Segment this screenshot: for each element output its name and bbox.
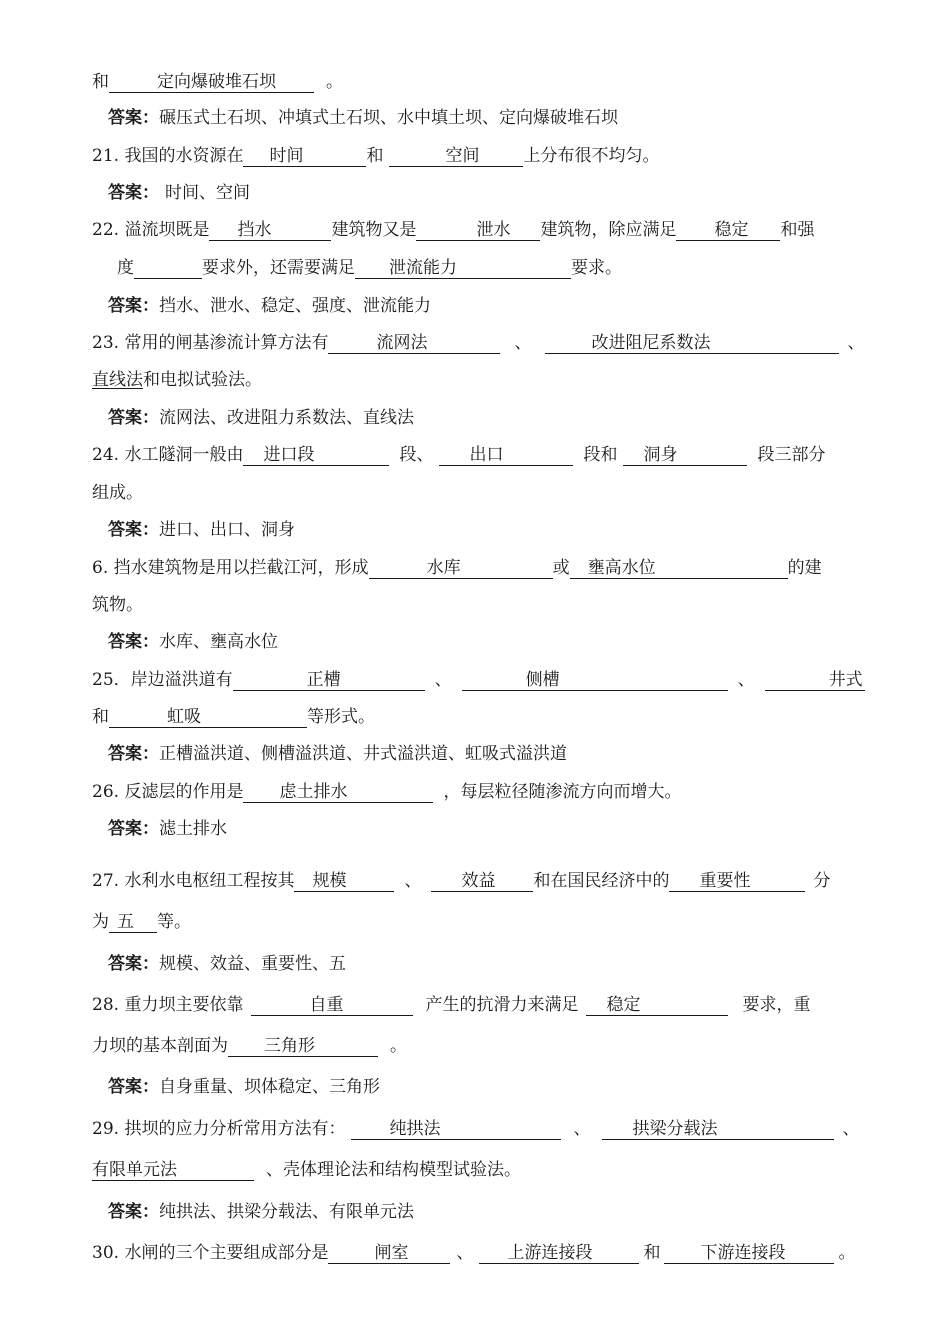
blank-answer: 流网法 — [376, 333, 428, 353]
text: 29. 拱坝的应力分析常用方法有： — [92, 1119, 346, 1139]
answer-line — [108, 106, 878, 130]
text: 、 — [434, 670, 452, 690]
text: 建筑物又是 — [331, 220, 417, 240]
underlined-answer: 直线法 — [92, 370, 143, 390]
question-line — [92, 705, 862, 729]
text: 23. 常用的闸基渗流计算方法有 — [92, 333, 329, 353]
answer-label: 答案： — [108, 108, 159, 128]
blank — [243, 782, 433, 803]
blank-answer: 纯拱法 — [389, 1119, 441, 1139]
answer-text: 挡水、泄水、稳定、强度、泄流能力 — [159, 296, 431, 316]
blank — [431, 871, 533, 892]
blank — [676, 220, 780, 241]
blank — [209, 220, 331, 241]
blank — [92, 1160, 254, 1181]
text: 21. 我国的水资源在 — [92, 146, 244, 166]
answer-line — [108, 406, 878, 430]
answer-text: 时间、空间 — [165, 183, 250, 203]
text: 28. 重力坝主要依靠 — [92, 995, 244, 1015]
answer-label: 答案： — [108, 1202, 159, 1222]
blank-answer: 规模 — [312, 871, 347, 891]
blank — [109, 72, 314, 93]
answer-line — [108, 294, 878, 318]
question-line — [92, 556, 862, 580]
question-line — [92, 481, 862, 505]
answer-label: 答案： — [108, 819, 159, 839]
text: 度 — [117, 258, 134, 278]
question-line — [92, 910, 862, 934]
text: 力坝的基本剖面为 — [92, 1036, 228, 1056]
blank-answer: 五 — [117, 912, 134, 932]
answer-text: 滤土排水 — [159, 819, 227, 839]
blank — [765, 670, 865, 691]
question-line — [92, 993, 862, 1017]
blank-answer: 自重 — [309, 995, 344, 1015]
answer-text: 自身重量、坝体稳定、三角形 — [159, 1077, 380, 1097]
blank — [243, 445, 389, 466]
question-line — [92, 869, 862, 893]
blank — [416, 220, 540, 241]
blank-answer: 下游连接段 — [700, 1243, 786, 1263]
blank — [369, 558, 553, 579]
blank — [586, 995, 728, 1016]
blank-answer: 井式 — [828, 670, 863, 690]
blank-answer: 进口段 — [263, 445, 315, 465]
text: 、 — [404, 871, 422, 891]
text: 组成。 — [92, 483, 143, 503]
text: 。 — [390, 1036, 407, 1056]
blank — [669, 871, 805, 892]
blank — [328, 1243, 450, 1264]
answer-label: 答案： — [108, 954, 159, 974]
blank — [251, 995, 413, 1016]
question-line — [92, 331, 865, 355]
blank — [328, 333, 500, 354]
blank-answer: 改进阻尼系数法 — [591, 333, 711, 353]
blank — [228, 1036, 378, 1057]
text: 、 — [573, 1119, 591, 1139]
text: 要求外，还需要满足 — [202, 258, 355, 278]
text: 。 — [838, 1243, 856, 1263]
text: 筑物。 — [92, 595, 143, 615]
blank — [439, 445, 573, 466]
text: 的建 — [787, 558, 822, 578]
blank-answer: 有限单元法 — [92, 1160, 177, 1180]
question-line — [92, 668, 862, 692]
blank-answer: 稳定 — [714, 220, 749, 240]
blank-answer: 泄水 — [476, 220, 511, 240]
text: 和强 — [780, 220, 815, 240]
text: 建筑物，除应满足 — [540, 220, 677, 240]
answer-text: 纯拱法、拱梁分载法、有限单元法 — [159, 1202, 414, 1222]
text: 、壳体理论法和结构模型试验法。 — [266, 1160, 521, 1180]
answer-line — [108, 742, 878, 766]
blank — [479, 1243, 639, 1264]
blank-answer: 效益 — [461, 871, 496, 891]
text: 段、 — [399, 445, 434, 465]
text: 26. 反滤层的作用是 — [92, 782, 244, 802]
text: 25．岸边溢洪道有 — [92, 670, 233, 690]
blank — [294, 871, 394, 892]
question-line — [92, 780, 862, 804]
answer-label: 答案： — [108, 632, 159, 652]
blank — [109, 912, 157, 933]
blank-answer: 出口 — [469, 445, 504, 465]
blank — [623, 445, 747, 466]
question-line — [92, 1034, 862, 1058]
blank — [351, 1119, 561, 1140]
question-line — [117, 256, 887, 280]
text: 上分布很不均匀。 — [523, 146, 660, 166]
question-line — [92, 1241, 862, 1265]
blank-answer: 正槽 — [306, 670, 341, 690]
text: 24. 水工隧洞一般由 — [92, 445, 244, 465]
text: 和在国民经济中的 — [533, 871, 670, 891]
blank — [602, 1119, 834, 1140]
blank-answer: 虹吸 — [167, 707, 201, 727]
answer-text: 正槽溢洪道、侧槽溢洪道、井式溢洪道、虹吸式溢洪道 — [159, 744, 567, 764]
question-line — [92, 368, 862, 392]
text: 、 — [842, 1119, 860, 1139]
blank — [389, 146, 523, 167]
text: 或 — [552, 558, 570, 578]
blank — [134, 258, 202, 279]
question-line — [92, 1117, 862, 1141]
answer-line — [108, 630, 878, 654]
text: 和 — [92, 707, 109, 727]
text: 分 — [813, 871, 831, 891]
text: 要求。 — [571, 258, 622, 278]
text: 。 — [326, 72, 343, 92]
blank — [109, 707, 307, 728]
text: 和电拟试验法。 — [143, 370, 262, 390]
answer-text: 流网法、改进阻力系数法、直线法 — [159, 408, 414, 428]
blank — [355, 258, 571, 279]
text: 30. 水闸的三个主要组成部分是 — [92, 1243, 329, 1263]
blank-answer: 泄流能力 — [389, 258, 457, 278]
text: 、 — [847, 333, 865, 353]
question-line — [92, 1158, 862, 1182]
answer-line — [108, 952, 878, 976]
text: 要求，重 — [742, 995, 811, 1015]
blank-answer: 挡水 — [237, 220, 272, 240]
blank — [233, 670, 425, 691]
blank — [243, 146, 366, 167]
blank — [545, 333, 839, 354]
answer-line — [108, 1200, 878, 1224]
answer-line — [108, 181, 878, 205]
answer-line — [108, 518, 878, 542]
blank-answer: 洞身 — [643, 445, 678, 465]
question-line — [92, 443, 862, 467]
text: 段和 — [583, 445, 618, 465]
text: 等。 — [157, 912, 191, 932]
blank — [664, 1243, 834, 1264]
text: 、 — [737, 670, 755, 690]
text: 产生的抗滑力来满足 — [425, 995, 579, 1015]
answer-text: 规模、效益、重要性、五 — [159, 954, 346, 974]
text: 和 — [92, 72, 109, 92]
question-line — [92, 593, 862, 617]
text: 段三部分 — [757, 445, 826, 465]
text: 27. 水利水电枢纽工程按其 — [92, 871, 295, 891]
text: 6. 挡水建筑物是用以拦截江河，形成 — [92, 558, 369, 578]
answer-line — [108, 1075, 878, 1099]
blank-answer: 空间 — [445, 146, 480, 166]
answer-text: 水库、壅高水位 — [159, 632, 278, 652]
blank-answer: 定向爆破堆石坝 — [157, 72, 276, 92]
answer-label: 答案： — [108, 744, 159, 764]
text: 、 — [514, 333, 532, 353]
blank-answer: 时间 — [269, 146, 304, 166]
blank-answer: 拱梁分载法 — [632, 1119, 718, 1139]
question-line — [92, 70, 862, 94]
text: 为 — [92, 912, 109, 932]
blank-answer: 重要性 — [699, 871, 751, 891]
question-line — [92, 218, 862, 242]
text: 和 — [643, 1243, 661, 1263]
text: ，每层粒径随渗流方向而增大。 — [443, 782, 682, 802]
text: 、 — [456, 1243, 474, 1263]
blank-answer: 闸室 — [374, 1243, 409, 1263]
answer-text: 进口、出口、洞身 — [159, 520, 295, 540]
question-line — [92, 144, 862, 168]
text: 等形式。 — [307, 707, 375, 727]
blank-answer: 虑土排水 — [279, 782, 348, 802]
answer-label: 答案： — [108, 408, 159, 428]
answer-label: 答案： — [108, 1077, 159, 1097]
answer-label: 答案： — [108, 520, 159, 540]
blank-answer: 侧槽 — [525, 670, 560, 690]
answer-text: 碾压式土石坝、冲填式土石坝、水中填土坝、定向爆破堆石坝 — [159, 108, 618, 128]
blank-answer: 上游连接段 — [507, 1243, 593, 1263]
blank — [462, 670, 728, 691]
answer-label: 答案： — [108, 183, 159, 203]
blank-answer: 三角形 — [264, 1036, 315, 1056]
answer-line — [108, 817, 878, 841]
blank-answer: 壅高水位 — [587, 558, 656, 578]
text: 和 — [366, 146, 384, 166]
text: 22. 溢流坝既是 — [92, 220, 210, 240]
blank-answer: 水库 — [426, 558, 461, 578]
blank — [570, 558, 788, 579]
answer-label: 答案： — [108, 296, 159, 316]
blank-answer: 稳定 — [606, 995, 641, 1015]
